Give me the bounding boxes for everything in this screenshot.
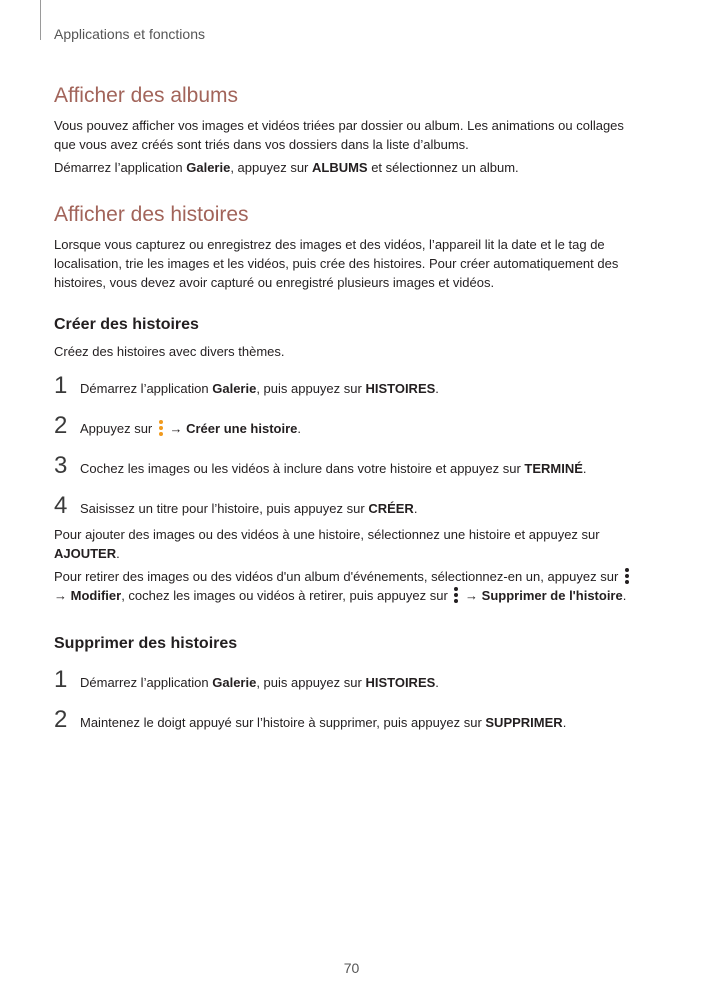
- step-text: Appuyez sur → Créer une histoire.: [80, 421, 301, 436]
- step-text: Saisissez un titre pour l’histoire, puis appuyez sur CRÉER.: [80, 501, 418, 516]
- remove-media-note: Pour retirer des images ou des vidéos d'un album d'événements, sélectionnez-en un, appuyez sur → Modifier, cochez les images ou vidéos à retirer, puis appuyez sur → Supprimer de l'histoire.: [54, 567, 644, 605]
- app-name-galerie: Galerie: [186, 160, 231, 175]
- stories-description: Lorsque vous capturez ou enregistrez des images et des vidéos, l’appareil lit la date et le tag de localisation, trie les images et les vidéos, puis crée des histoires. Pour créer automatiquement des histoires, vous devez avoir capturé ou enregistré plusieurs images et vidéos.: [54, 237, 619, 290]
- create-step-2: [54, 413, 644, 453]
- step-number: 3: [54, 452, 68, 479]
- header-rule: [40, 0, 41, 40]
- page-number: 70: [343, 960, 360, 976]
- more-options-icon: [624, 567, 630, 585]
- page-content: [54, 82, 644, 747]
- step-text: Cochez les images ou les vidéos à inclure dans votre histoire et appuyez sur TERMINÉ.: [80, 461, 587, 476]
- heading-delete-stories: Supprimer des histoires: [54, 635, 238, 652]
- create-step-3: [54, 453, 644, 493]
- step-number: 4: [54, 492, 68, 519]
- more-options-icon: [158, 419, 164, 437]
- heading-stories: Afficher des histoires: [54, 203, 249, 226]
- step-number: 2: [54, 706, 68, 733]
- delete-step-1: [54, 667, 644, 707]
- step-number: 1: [54, 372, 68, 399]
- step-number: 1: [54, 666, 68, 693]
- create-intro: Créez des histoires avec divers thèmes.: [54, 344, 285, 359]
- more-options-icon: [453, 586, 459, 604]
- add-media-note: Pour ajouter des images ou des vidéos à une histoire, sélectionnez une histoire et appuyez sur AJOUTER.: [54, 527, 600, 561]
- step-text: Maintenez le doigt appuyé sur l’histoire à supprimer, puis appuyez sur SUPPRIMER.: [80, 715, 567, 730]
- step-text: Démarrez l’application Galerie, puis appuyez sur HISTOIRES.: [80, 381, 439, 396]
- running-header: Applications et fonctions: [54, 26, 205, 42]
- heading-create-stories: Créer des histoires: [54, 316, 199, 333]
- step-text: Démarrez l’application Galerie, puis appuyez sur HISTOIRES.: [80, 675, 439, 690]
- menu-albums: ALBUMS: [311, 160, 368, 175]
- albums-instruction: Démarrez l’application Galerie, appuyez sur ALBUMS et sélectionnez un album.: [54, 160, 519, 175]
- heading-albums: Afficher des albums: [54, 84, 239, 107]
- create-step-1: [54, 373, 644, 413]
- step-number: 2: [54, 412, 68, 439]
- create-step-4: [54, 493, 644, 525]
- albums-description: Vous pouvez afficher vos images et vidéos triées par dossier ou album. Les animations ou collages que vous avez créés sont triés dans vos dossiers dans la liste d’albums.: [54, 118, 624, 152]
- delete-step-2: [54, 707, 644, 747]
